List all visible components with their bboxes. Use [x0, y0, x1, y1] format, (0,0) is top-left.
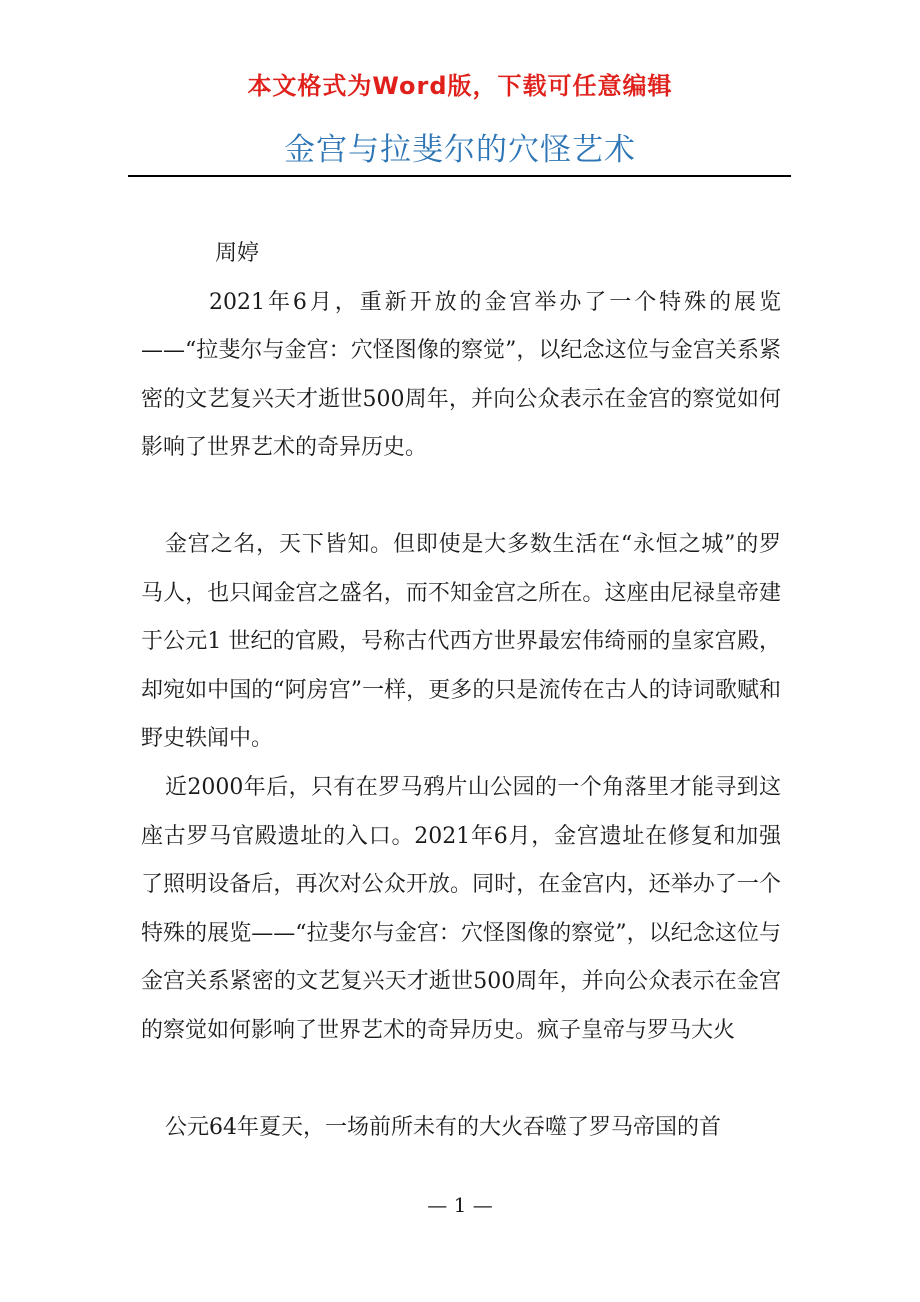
paragraph: 金宫之名，天下皆知。但即使是大多数生活在“永恒之城”的罗马人，也只闻金宫之盛名，而不知金宫之所在。这座由尼禄皇帝建于公元1 世纪的官殿，号称古代西方世界最宏伟绮丽的皇家宫殿，却宛如中国的“阿房宫”一样，更多的只是流传在古人的诗词歌赋和野史轶闻中。 [141, 531, 781, 752]
document-title: 金宫与拉斐尔的穴怪艺术 [284, 132, 636, 168]
title-divider [128, 175, 791, 177]
page-number: — 1 — [427, 1193, 493, 1217]
paragraph: 2021年6月，重新开放的金宫举办了一个特殊的展览——“拉斐尔与金宫：穴怪图像的察觉”，以纪念这位与金宫关系紧密的文艺复兴天才逝世500周年，并向公众表示在金宫的察觉如何影响了世界艺术的奇异历史。 [141, 289, 781, 461]
format-notice: 本文格式为Word版，下载可任意编辑 [247, 72, 673, 100]
article-body [141, 230, 781, 1152]
paragraph: 公元64年夏天，一场前所未有的大火吞噬了罗马帝国的首 [165, 1114, 721, 1140]
author-name: 周婷 [215, 241, 260, 266]
paragraph: 近2000年后，只有在罗马鸦片山公园的一个角落里才能寻到这座古罗马官殿遗址的入口。2021年6月，金宫遗址在修复和加强了照明设备后，再次对公众开放。同时，在金宫内，还举办了一个特殊的展览——“拉斐尔与金宫：穴怪图像的察觉”，以纪念这位与金宫关系紧密的文艺复兴天才逝世500周年，并向公众表示在金宫的察觉如何影响了世界艺术的奇异历史。疯子皇帝与罗马大火 [141, 774, 781, 1043]
